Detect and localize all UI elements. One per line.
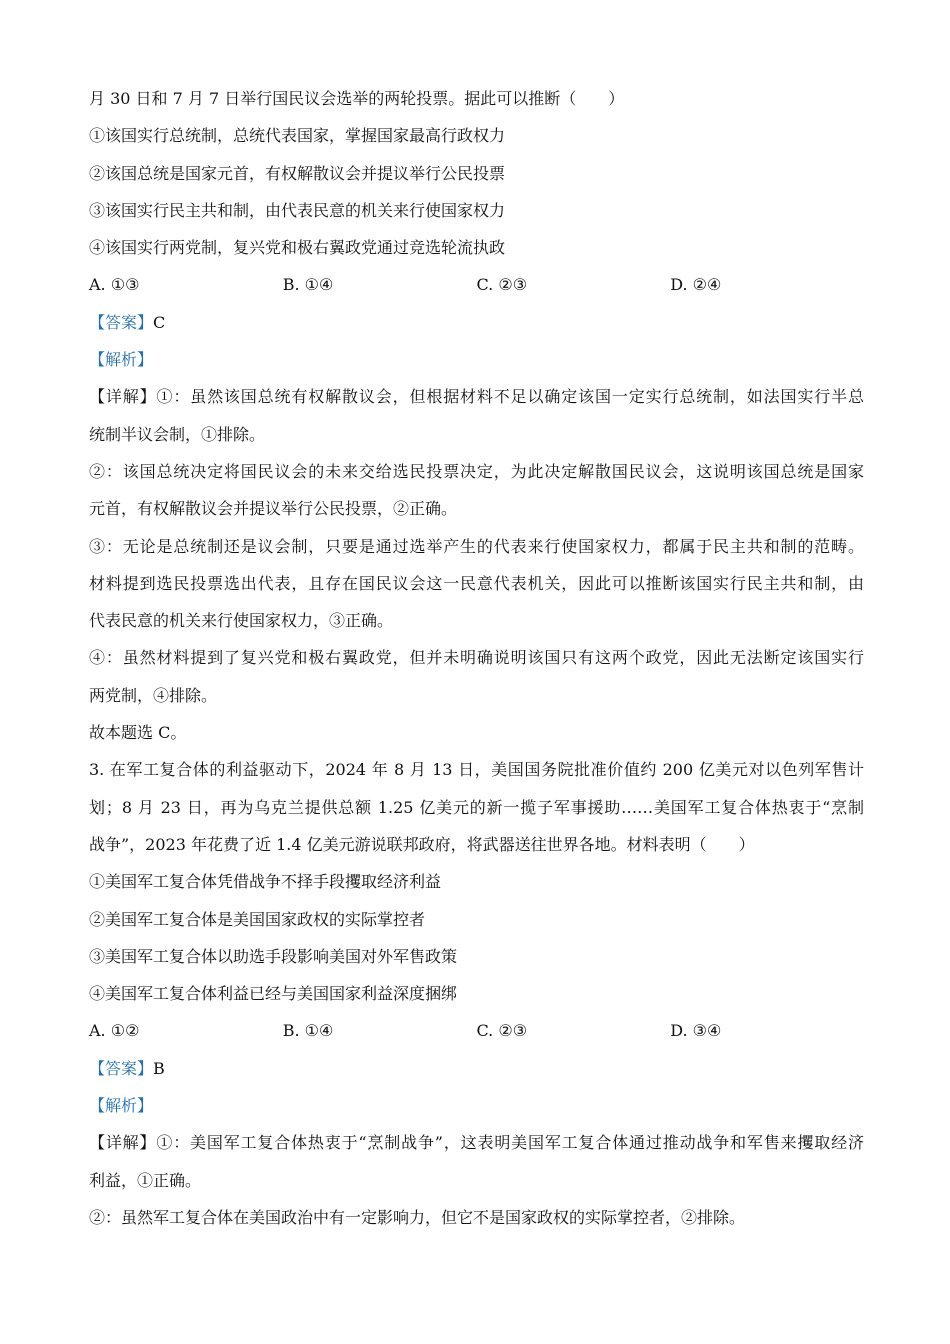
q2-statement-1: ①该国实行总统制，总统代表国家，掌握国家最高行政权力 [89,126,506,146]
q3-statement-4: ④美国军工复合体利益已经与美国国家利益深度捆绑 [89,984,458,1004]
q2-detail-line-9: 两党制，④排除。 [89,685,218,705]
q2-option-d: D. ②④ [670,275,722,295]
q2-answer [89,304,864,341]
q3-answer-value: B [153,1058,165,1078]
q2-option-a: A. ①③ [89,275,140,295]
q2-stem-end: 月 30 日和 7 月 7 日举行国民议会选举的两轮投票。据此可以推断（ ） [89,89,625,108]
answer-tag: 【答案】 [89,312,154,332]
q2-detail-line-1 [89,378,864,415]
detail-tag: 【详解】 [89,387,157,407]
q3-detail-text-1: ①：美国军工复合体热衷于“烹制战争”，这表明美国军工复合体通过推动战争和军售来攫取经济 [156,1133,864,1153]
analysis-tag: 【解析】 [89,1096,154,1116]
q2-answer-value: C [153,312,166,332]
q2-statement-4: ④该国实行两党制，复兴党和极右翼政党通过竞选轮流执政 [89,238,506,258]
q2-option-c: C. ②③ [476,275,528,295]
q2-analysis-heading [89,341,864,378]
q3-stem-line-1: 3. 在军工复合体的利益驱动下，2024 年 8 月 13 日，美国国务院批准价值约 200 亿美元对以色列军售计 [89,760,864,780]
q2-detail-line-5: ③：无论是总统制还是议会制，只要是通过选举产生的代表来行使国家权力，都属于民主共和制的范畴。 [89,536,864,556]
q2-detail-line-2: 统制半议会制，①排除。 [89,424,266,444]
q3-option-c: C. ②③ [476,1021,528,1041]
q2-statement-2: ②该国总统是国家元首，有权解散议会并提议举行公民投票 [89,163,506,183]
q2-detail-line-8: ④：虽然材料提到了复兴党和极右翼政党，但并未明确说明该国只有这两个政党，因此无法断定该国实行 [89,648,864,668]
q2-statement-3: ③该国实行民主共和制，由代表民意的机关来行使国家权力 [89,200,506,220]
q3-analysis-heading [89,1087,864,1124]
q3-option-a: A. ①② [89,1021,140,1041]
q2-detail-line-6: 材料提到选民投票选出代表，且存在国民议会这一民意代表机关，因此可以推断该国实行民主共和制，由 [89,573,864,593]
q3-detail-line-3: ②：虽然军工复合体在美国政治中有一定影响力，但它不是国家政权的实际掌控者，②排除。 [89,1207,746,1227]
q3-options [89,1012,864,1049]
page-content [89,80,864,1236]
q3-detail-line-1 [89,1124,864,1161]
q3-stem-line-2: 划；8 月 23 日，再为乌克兰提供总额 1.25 亿美元的新一揽子军事援助……美国军工复合体热衷于“烹制 [89,797,864,817]
q3-statement-3: ③美国军工复合体以助选手段影响美国对外军售政策 [89,946,458,966]
q2-detail-line-3: ②：该国总统决定将国民议会的未来交给选民投票决定，为此决定解散国民议会，这说明该国总统是国家 [89,461,864,481]
q2-detail-line-4: 元首，有权解散议会并提议举行公民投票，②正确。 [89,499,458,519]
q3-option-b: B. ①④ [282,1021,334,1041]
q2-detail-line-7: 代表民意的机关来行使国家权力，③正确。 [89,611,394,631]
q2-options [89,266,864,303]
q3-stem-line-3: 战争”，2023 年花费了近 1.4 亿美元游说联邦政府，将武器送往世界各地。材料表明（ ） [89,834,755,854]
q2-detail-text-1: ①：虽然该国总统有权解散议会，但根据材料不足以确定该国一定实行总统制，如法国实行半总 [156,387,864,407]
q3-detail-line-2: 利益，①正确。 [89,1170,202,1190]
q3-statement-1: ①美国军工复合体凭借战争不择手段攫取经济利益 [89,872,442,892]
q2-option-b: B. ①④ [282,275,334,295]
q3-option-d: D. ③④ [670,1021,722,1041]
q2-conclusion: 故本题选 C。 [89,723,187,743]
detail-tag: 【详解】 [89,1133,157,1153]
answer-tag: 【答案】 [89,1058,154,1078]
analysis-tag: 【解析】 [89,350,154,370]
q3-statement-2: ②美国军工复合体是美国国家政权的实际掌控者 [89,909,426,929]
q3-answer [89,1050,864,1087]
